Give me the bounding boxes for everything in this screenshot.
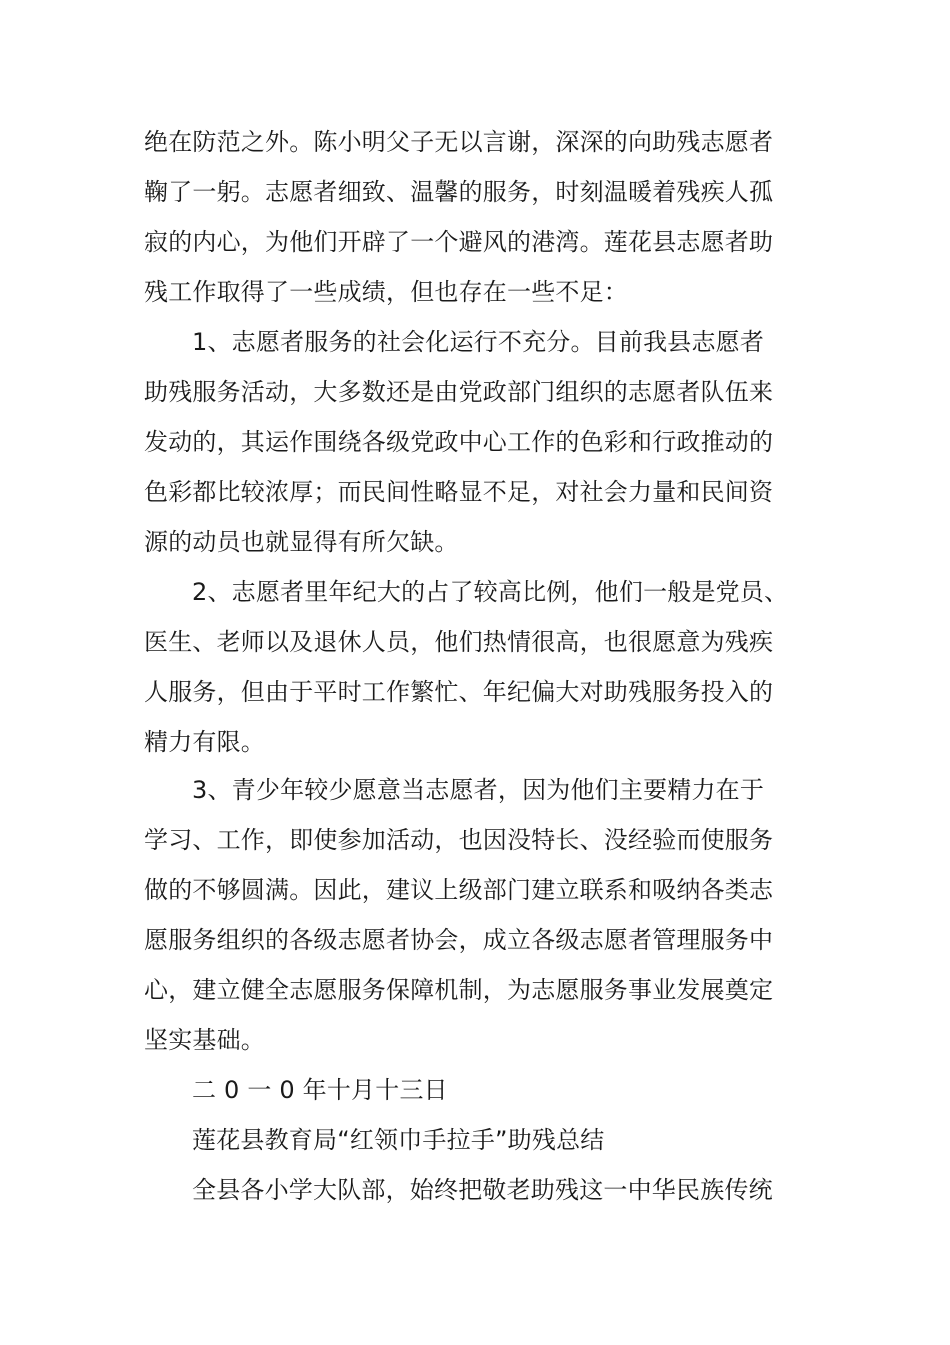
text-line: 绝在防范之外。陈小明父子无以言谢，深深的向助残志愿者: [144, 128, 774, 156]
section-title: 莲花县教育局“红领巾手拉手”助残总结: [192, 1126, 605, 1154]
date-line: 二 0 一 0 年十月十三日: [192, 1076, 448, 1104]
text-line: 人服务，但由于平时工作繁忙、年纪偏大对助残服务投入的: [144, 678, 774, 706]
text-line: 全县各小学大队部，始终把敬老助残这一中华民族传统: [192, 1176, 773, 1204]
text-line: 鞠了一躬。志愿者细致、温馨的服务，时刻温暖着残疾人孤: [144, 178, 774, 206]
text-line: 发动的，其运作围绕各级党政中心工作的色彩和行政推动的: [144, 428, 774, 456]
text-line: 色彩都比较浓厚；而民间性略显不足，对社会力量和民间资: [144, 478, 774, 506]
text-line: 助残服务活动，大多数还是由党政部门组织的志愿者队伍来: [144, 378, 774, 406]
text-line: 残工作取得了一些成绩，但也存在一些不足：: [144, 278, 628, 306]
text-line: 医生、老师以及退休人员，他们热情很高，也很愿意为残疾: [144, 628, 774, 656]
text-line: 坚实基础。: [144, 1026, 265, 1054]
text-line: 做的不够圆满。因此，建议上级部门建立联系和吸纳各类志: [144, 876, 774, 904]
text-line: 2、志愿者里年纪大的占了较高比例，他们一般是党员、: [192, 578, 789, 606]
text-line: 心，建立健全志愿服务保障机制，为志愿服务事业发展奠定: [144, 976, 774, 1004]
text-line: 源的动员也就显得有所欠缺。: [144, 528, 459, 556]
text-line: 寂的内心，为他们开辟了一个避风的港湾。莲花县志愿者助: [144, 228, 774, 256]
text-line: 学习、工作，即使参加活动，也因没特长、没经验而使服务: [144, 826, 774, 854]
text-line: 1、志愿者服务的社会化运行不充分。目前我县志愿者: [192, 328, 765, 356]
text-line: 3、青少年较少愿意当志愿者，因为他们主要精力在于: [192, 776, 765, 804]
text-line: 愿服务组织的各级志愿者协会，成立各级志愿者管理服务中: [144, 926, 774, 954]
text-line: 精力有限。: [144, 728, 265, 756]
